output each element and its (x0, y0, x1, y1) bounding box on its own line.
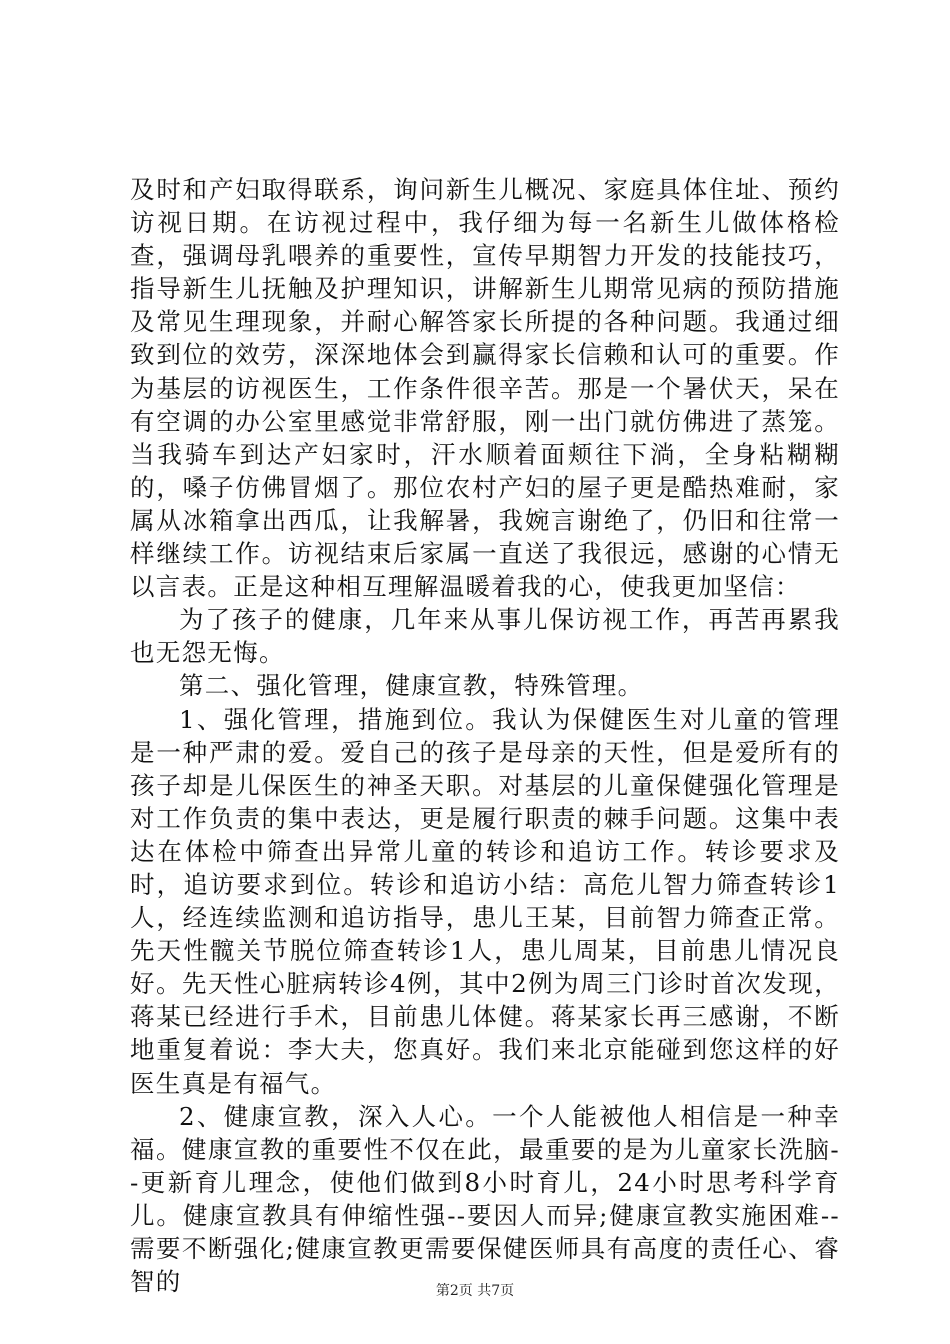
document-body (130, 173, 840, 1298)
paragraph-strengthen-management: 1、强化管理，措施到位。我认为保健医生对儿童的管理是一种严肃的爱。爱自己的孩子是母亲的天性，但是爱所有的孩子却是儿保医生的神圣天职。对基层的儿童保健强化管理是对工作负责的集中表达，更是履行职责的棘手问题。这集中表达在体检中筛查出异常儿童的转诊和追访工作。转诊要求及时，追访要求到位。转诊和追访小结：高危儿智力筛查转诊1人，经连续监测和追访指导，患儿王某，目前智力筛查正常。先天性髋关节脱位筛查转诊1人，患儿周某，目前患儿情况良好。先天性心脏病转诊4例，其中2例为周三门诊时首次发现，蒋某已经进行手术，目前患儿体健。蒋某家长再三感谢，不断地重复着说：李大夫，您真好。我们来北京能碰到您这样的好医生真是有福气。 (130, 704, 840, 1098)
paragraph-health-education: 2、健康宣教，深入人心。一个人能被他人相信是一种幸福。健康宣教的重要性不仅在此，最重要的是为儿童家长洗脑--更新育儿理念，使他们做到8小时育儿，24小时思考科学育儿。健康宣教具有伸缩性强--要因人而异;健康宣教实施困难--需要不断强化;健康宣教更需要保健医师具有高度的责任心、睿智的 (130, 1101, 840, 1297)
paragraph-commitment: 为了孩子的健康，几年来从事儿保访视工作，再苦再累我也无怨无悔。 (130, 605, 840, 668)
page-number-footer: 第2页 共7页 (435, 1283, 515, 1299)
paragraph-home-visit: 及时和产妇取得联系，询问新生儿概况、家庭具体住址、预约访视日期。在访视过程中，我仔细为每一名新生儿做体格检查，强调母乳喂养的重要性，宣传早期智力开发的技能技巧，指导新生儿抚触及护理知识，讲解新生儿期常见病的预防措施及常见生理现象，并耐心解答家长所提的各种问题。我通过细致到位的效劳，深深地体会到赢得家长信赖和认可的重要。作为基层的访视医生，工作条件很辛苦。那是一个暑伏天，呆在有空调的办公室里感觉非常舒服，刚一出门就仿佛进了蒸笼。当我骑车到达产妇家时，汗水顺着面颊往下淌，全身粘糊糊的，嗓子仿佛冒烟了。那位农村产妇的屋子更是酷热难耐，家属从冰箱拿出西瓜，让我解暑，我婉言谢绝了，仍旧和往常一样继续工作。访视结束后家属一直送了我很远，感谢的心情无以言表。正是这种相互理解温暖着我的心，使我更加坚信： (130, 175, 840, 602)
section-heading-management: 第二、强化管理，健康宣教，特殊管理。 (179, 671, 644, 701)
